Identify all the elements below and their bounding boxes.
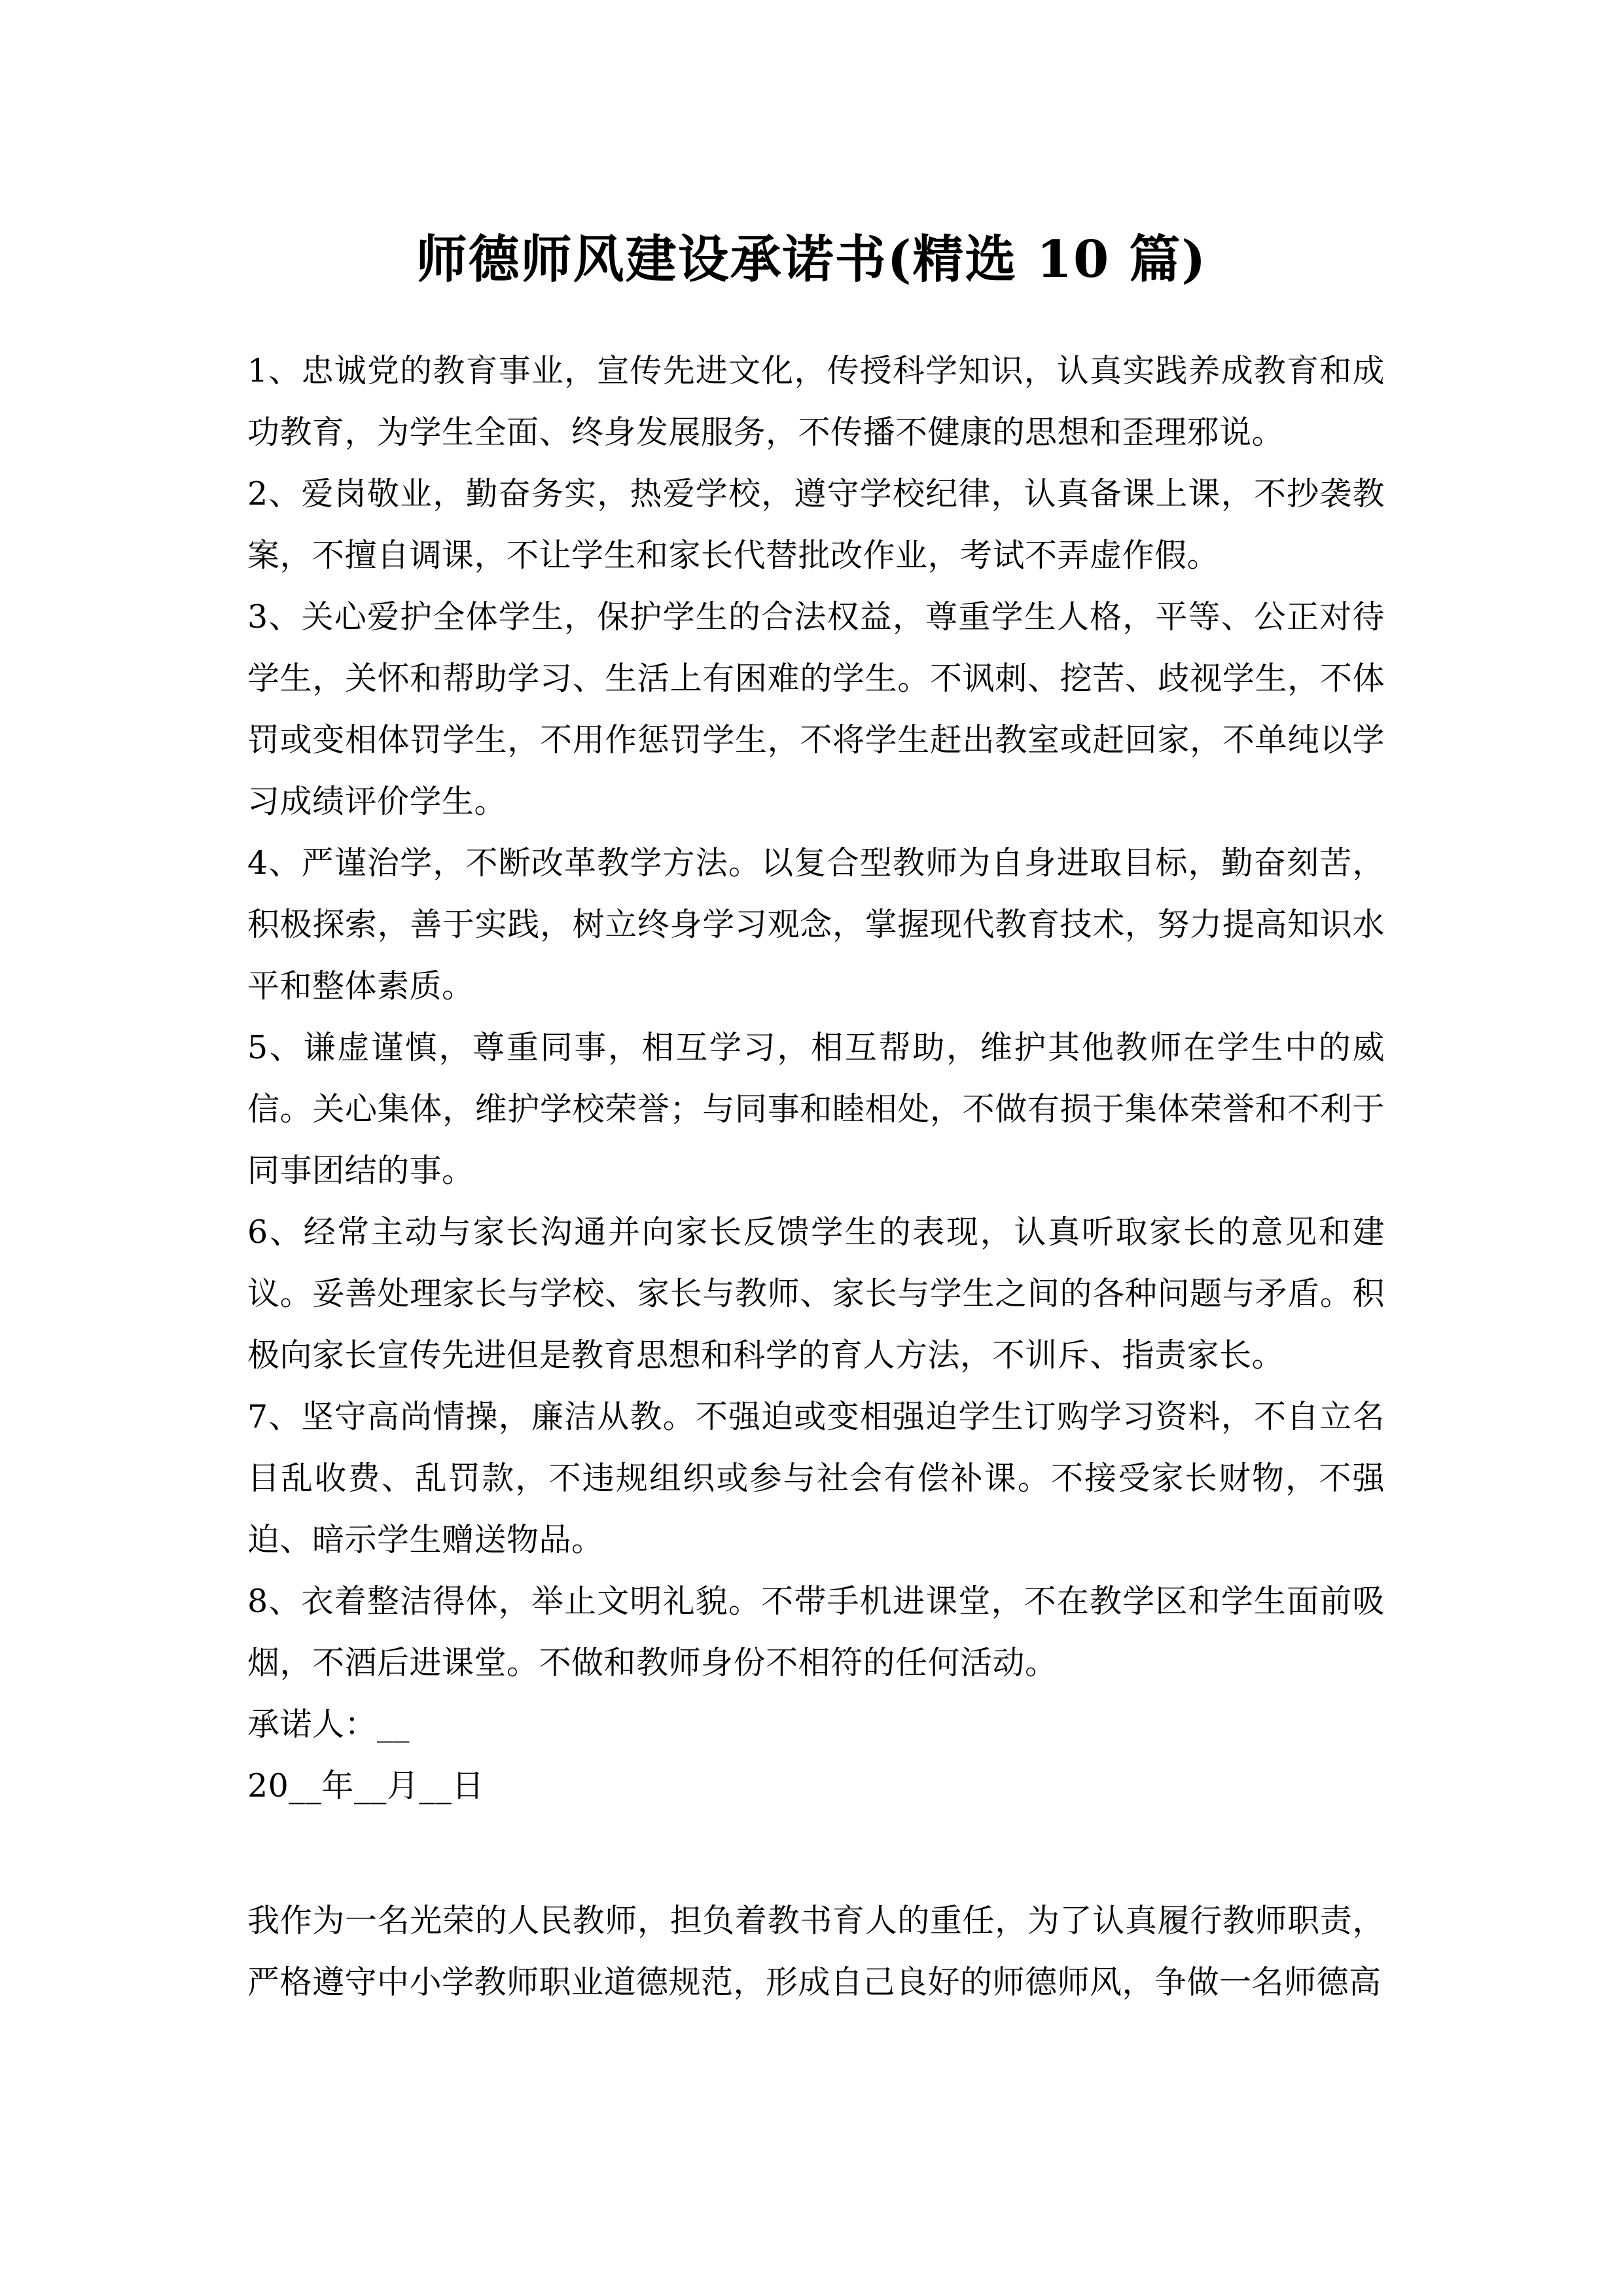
pledge-item-5: 5、谦虚谨慎，尊重同事，相互学习，相互帮助，维护其他教师在学生中的威信。关心集体，维护学校荣誉；与同事和睦相处，不做有损于集体荣誉和不利于同事团结的事。 — [247, 1029, 1385, 1189]
date-line: 20__年__月__日 — [247, 1767, 484, 1804]
page-title: 师德师风建设承诺书(精选 10 篇) — [416, 230, 1207, 290]
pledge-item-7: 7、坚守高尚情操，廉洁从教。不强迫或变相强迫学生订购学习资料，不自立名目乱收费、乱罚款，不违规组织或参与社会有偿补课。不接受家长财物，不强迫、暗示学生赠送物品。 — [247, 1398, 1385, 1558]
pledge-item-2: 2、爱岗敬业，勤奋务实，热爱学校，遵守学校纪律，认真备课上课，不抄袭教案，不擅自调课，不让学生和家长代替批改作业，考试不弄虚作假。 — [247, 475, 1385, 574]
pledge-item-1: 1、忠诚党的教育事业，宣传先进文化，传授科学知识，认真实践养成教育和成功教育，为学生全面、终身发展服务，不传播不健康的思想和歪理邪说。 — [247, 352, 1385, 451]
document-body — [247, 340, 1385, 2013]
closing-paragraph: 我作为一名光荣的人民教师，担负着教书育人的重任，为了认真履行教师职责，严格遵守中小学教师职业道德规范，形成自己良好的师德师风，争做一名师德高 — [247, 1902, 1385, 2001]
signature-line: 承诺人：__ — [247, 1706, 410, 1743]
pledge-item-8: 8、衣着整洁得体，举止文明礼貌。不带手机进课堂，不在教学区和学生面前吸烟，不酒后进课堂。不做和教师身份不相符的任何活动。 — [247, 1583, 1385, 1681]
section-spacer — [247, 1817, 1385, 1890]
pledge-item-6: 6、经常主动与家长沟通并向家长反馈学生的表现，认真听取家长的意见和建议。妥善处理家长与学校、家长与教师、家长与学生之间的各种问题与矛盾。积极向家长宣传先进但是教育思想和科学的育人方法，不训斥、指责家长。 — [247, 1213, 1385, 1374]
pledge-item-4: 4、严谨治学，不断改革教学方法。以复合型教师为自身进取目标，勤奋刻苦，积极探索，善于实践，树立终身学习观念，掌握现代教育技术，努力提高知识水平和整体素质。 — [247, 844, 1385, 1005]
pledge-item-3: 3、关心爱护全体学生，保护学生的合法权益，尊重学生人格，平等、公正对待学生，关怀和帮助学习、生活上有困难的学生。不讽刺、挖苦、歧视学生，不体罚或变相体罚学生，不用作惩罚学生，不将学生赶出教室或赶回家，不单纯以学习成绩评价学生。 — [247, 598, 1385, 820]
